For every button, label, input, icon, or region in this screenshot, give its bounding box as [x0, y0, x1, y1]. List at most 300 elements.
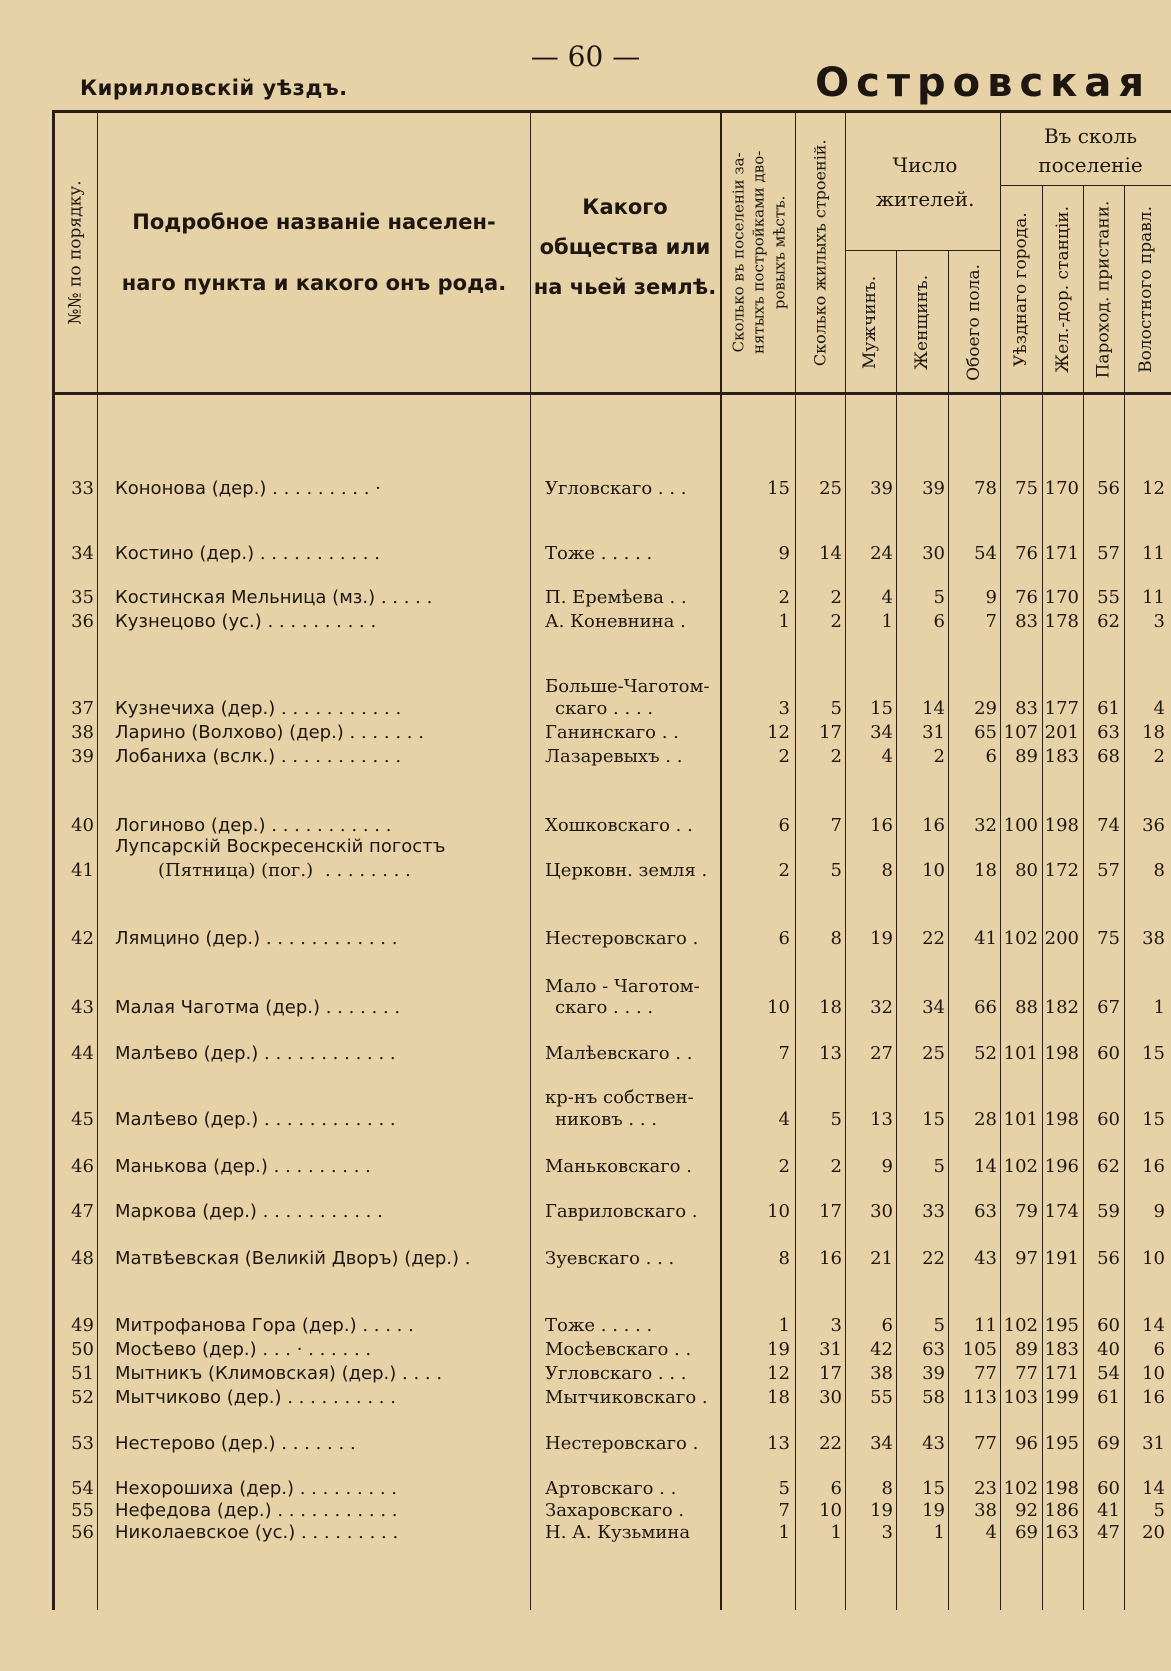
- yards-cell: 6: [778, 815, 790, 836]
- society-name: Нестеровскаго .: [545, 928, 699, 949]
- volost-distance-cell: 4: [1153, 698, 1165, 719]
- yards-cell: 12: [767, 1363, 790, 1384]
- station-distance-cell: 195: [1044, 1315, 1079, 1336]
- both-sexes-cell: 63: [974, 1201, 997, 1222]
- society-name: Угловскаго . . .: [545, 478, 687, 499]
- volost-distance-cell: 1: [1153, 997, 1165, 1018]
- station-distance-cell: 177: [1044, 698, 1079, 719]
- row-number: 44: [71, 1043, 94, 1064]
- town-distance-cell: 97: [1015, 1248, 1038, 1269]
- volost-distance-cell: 10: [1142, 1248, 1165, 1269]
- society-name: Маньковскаго .: [545, 1156, 692, 1177]
- header-bottom-rule: [52, 392, 1171, 395]
- col-divider: [530, 112, 531, 1610]
- yards-cell: 5: [778, 1478, 790, 1499]
- settlement-name: Лобаниха (вслк.) . . . . . . . . . . .: [115, 746, 402, 767]
- volost-distance-cell: 14: [1142, 1478, 1165, 1499]
- header-col-society: Какого общества или на чьей землѣ.: [533, 195, 717, 299]
- yards-cell: 15: [767, 478, 790, 499]
- town-distance-cell: 83: [1015, 611, 1038, 632]
- volost-distance-cell: 5: [1153, 1500, 1165, 1521]
- buildings-cell: 7: [830, 815, 842, 836]
- pier-distance-cell: 68: [1097, 746, 1120, 767]
- table-top-rule: [52, 110, 1171, 113]
- volost-distance-cell: 31: [1142, 1433, 1165, 1454]
- men-cell: 6: [881, 1315, 893, 1336]
- volost-distance-cell: 10: [1142, 1363, 1165, 1384]
- both-sexes-cell: 11: [974, 1315, 997, 1336]
- buildings-cell: 13: [819, 1043, 842, 1064]
- pier-distance-cell: 56: [1097, 478, 1120, 499]
- society-name: Больше-Чаготом-: [545, 676, 710, 697]
- pier-distance-cell: 61: [1097, 1387, 1120, 1408]
- station-distance-cell: 171: [1044, 1363, 1079, 1384]
- yards-cell: 4: [778, 1109, 790, 1130]
- settlement-name: Костино (дер.) . . . . . . . . . . .: [115, 543, 380, 564]
- volost-title: Островская: [815, 60, 1151, 106]
- station-distance-cell: 163: [1044, 1522, 1079, 1543]
- society-name-cont: скаго . . . .: [555, 997, 654, 1018]
- pier-distance-cell: 54: [1097, 1363, 1120, 1384]
- women-cell: 10: [922, 860, 945, 881]
- yards-cell: 7: [778, 1500, 790, 1521]
- both-sexes-cell: 54: [974, 543, 997, 564]
- buildings-cell: 5: [830, 860, 842, 881]
- volost-distance-cell: 38: [1142, 928, 1165, 949]
- women-cell: 22: [922, 928, 945, 949]
- women-cell: 43: [922, 1433, 945, 1454]
- station-distance-cell: 183: [1044, 1339, 1079, 1360]
- station-distance-cell: 198: [1044, 1478, 1079, 1499]
- town-distance-cell: 79: [1015, 1201, 1038, 1222]
- settlement-name: Манькова (дер.) . . . . . . . . .: [115, 1156, 371, 1177]
- volost-distance-cell: 16: [1142, 1156, 1165, 1177]
- leader-dots: . . . . . . . . . . . .: [258, 1109, 396, 1130]
- settlement-name: Матвѣевская (Великій Дворъ) (дер.) .: [115, 1248, 471, 1269]
- both-sexes-cell: 32: [974, 815, 997, 836]
- men-cell: 1: [881, 611, 893, 632]
- pier-distance-cell: 60: [1097, 1043, 1120, 1064]
- yards-cell: 3: [778, 698, 790, 719]
- volost-distance-cell: 16: [1142, 1387, 1165, 1408]
- society-name: кр-нъ собствен-: [545, 1087, 694, 1108]
- row-number: 55: [71, 1500, 94, 1521]
- pier-distance-cell: 60: [1097, 1315, 1120, 1336]
- leader-dots: . . . . . . . . . . .: [275, 746, 402, 767]
- col-divider: [948, 250, 949, 1610]
- header-col-name: Подробное названіе населен- наго пункта и какого онъ рода.: [121, 210, 507, 295]
- leader-dots: . . . . . . . . .: [294, 1478, 397, 1499]
- women-cell: 5: [933, 587, 945, 608]
- yards-cell: 1: [778, 1522, 790, 1543]
- both-sexes-cell: 43: [974, 1248, 997, 1269]
- volost-distance-cell: 12: [1142, 478, 1165, 499]
- leader-dots: . . . . .: [375, 587, 433, 608]
- settlement-name: Мытчиково (дер.) . . . . . . . . . .: [115, 1387, 396, 1408]
- station-distance-cell: 182: [1044, 997, 1079, 1018]
- buildings-cell: 10: [819, 1500, 842, 1521]
- leader-dots: . . . . . . . . . . . .: [260, 928, 398, 949]
- buildings-cell: 2: [830, 1156, 842, 1177]
- row-number: 39: [71, 746, 94, 767]
- both-sexes-cell: 18: [974, 860, 997, 881]
- leader-dots: . . . . . . . . . . .: [265, 815, 392, 836]
- buildings-cell: 6: [830, 1478, 842, 1499]
- women-cell: 63: [922, 1339, 945, 1360]
- header-col-volost: Волостного правл.: [1135, 206, 1156, 373]
- men-cell: 15: [870, 698, 893, 719]
- yards-cell: 18: [767, 1387, 790, 1408]
- women-cell: 30: [922, 543, 945, 564]
- pier-distance-cell: 61: [1097, 698, 1120, 719]
- header-col-both: Обоего пола.: [964, 263, 985, 381]
- station-distance-cell: 200: [1044, 928, 1079, 949]
- men-cell: 3: [881, 1522, 893, 1543]
- buildings-cell: 25: [819, 478, 842, 499]
- buildings-cell: 5: [830, 1109, 842, 1130]
- volost-distance-cell: 15: [1142, 1043, 1165, 1064]
- society-name: Артовскаго . .: [545, 1478, 677, 1499]
- volost-distance-cell: 11: [1142, 587, 1165, 608]
- page-number: — 60 —: [530, 40, 641, 73]
- men-cell: 8: [881, 1478, 893, 1499]
- settlement-name: Малая Чаготма (дер.) . . . . . . .: [115, 997, 401, 1018]
- both-sexes-cell: 65: [974, 722, 997, 743]
- leader-dots: . . . . . . .: [320, 997, 401, 1018]
- both-sexes-cell: 52: [974, 1043, 997, 1064]
- row-number: 49: [71, 1315, 94, 1336]
- society-name: Н. А. Кузьмина: [545, 1522, 691, 1543]
- row-number: 46: [71, 1156, 94, 1177]
- men-cell: 39: [870, 478, 893, 499]
- pier-distance-cell: 40: [1097, 1339, 1120, 1360]
- pier-distance-cell: 60: [1097, 1109, 1120, 1130]
- women-cell: 16: [922, 815, 945, 836]
- women-cell: 31: [922, 722, 945, 743]
- row-number: 53: [71, 1433, 94, 1454]
- men-cell: 42: [870, 1339, 893, 1360]
- volost-distance-cell: 8: [1153, 860, 1165, 881]
- yards-cell: 6: [778, 928, 790, 949]
- station-distance-cell: 171: [1044, 543, 1079, 564]
- yards-cell: 2: [778, 860, 790, 881]
- settlement-name: Малѣево (дер.) . . . . . . . . . . . .: [115, 1043, 396, 1064]
- group-rule-inhabitants: [845, 250, 1000, 251]
- both-sexes-cell: 66: [974, 997, 997, 1018]
- settlement-name: Костинская Мельница (мз.) . . . . .: [115, 587, 433, 608]
- women-cell: 33: [922, 1201, 945, 1222]
- men-cell: 13: [870, 1109, 893, 1130]
- yards-cell: 2: [778, 587, 790, 608]
- pier-distance-cell: 56: [1097, 1248, 1120, 1269]
- town-distance-cell: 89: [1015, 1339, 1038, 1360]
- men-cell: 4: [881, 746, 893, 767]
- row-number: 52: [71, 1387, 94, 1408]
- col-divider: [1124, 185, 1125, 1610]
- both-sexes-cell: 4: [985, 1522, 997, 1543]
- leader-dots: . . . . . . . . . . .: [275, 698, 402, 719]
- both-sexes-cell: 77: [974, 1433, 997, 1454]
- header-col-town: Уѣзднаго города.: [1011, 212, 1032, 367]
- row-number: 37: [71, 698, 94, 719]
- town-distance-cell: 88: [1015, 997, 1038, 1018]
- row-number: 51: [71, 1363, 94, 1384]
- col-divider: [1042, 185, 1043, 1610]
- row-number: 35: [71, 587, 94, 608]
- leader-dots: . . . . . . . . . .: [261, 611, 377, 632]
- header-col-buildings: Сколько жилыхъ строеній.: [810, 139, 830, 366]
- men-cell: 9: [881, 1156, 893, 1177]
- buildings-cell: 14: [819, 543, 842, 564]
- buildings-cell: 17: [819, 1201, 842, 1222]
- town-distance-cell: 76: [1015, 587, 1038, 608]
- yards-cell: 19: [767, 1339, 790, 1360]
- women-cell: 15: [922, 1478, 945, 1499]
- settlement-name: Нестерово (дер.) . . . . . . .: [115, 1433, 356, 1454]
- leader-dots: . . . . . . . . . . .: [271, 1500, 398, 1521]
- society-name: Ганинскаго . .: [545, 722, 679, 743]
- leader-dots: . . . . . . . . .: [267, 1156, 371, 1177]
- men-cell: 55: [870, 1387, 893, 1408]
- society-name: П. Еремѣева . .: [545, 587, 687, 608]
- women-cell: 14: [922, 698, 945, 719]
- buildings-cell: 5: [830, 698, 842, 719]
- station-distance-cell: 198: [1044, 1109, 1079, 1130]
- settlement-name: Маркова (дер.) . . . . . . . . . . .: [115, 1201, 383, 1222]
- both-sexes-cell: 78: [974, 478, 997, 499]
- yards-cell: 12: [767, 722, 790, 743]
- row-number: 36: [71, 611, 94, 632]
- both-sexes-cell: 7: [985, 611, 997, 632]
- men-cell: 19: [870, 928, 893, 949]
- header-col-yards-text: Сколько въ поселеніи за- нятыхъ постройками дво- ровыхъ мѣстъ.: [729, 150, 788, 355]
- leader-dots: . . . . . . . . . . .: [256, 1201, 383, 1222]
- society-name-cont: скаго . . . .: [555, 698, 654, 719]
- town-distance-cell: 89: [1015, 746, 1038, 767]
- leader-dots: . . . . . . .: [343, 722, 424, 743]
- society-name: Угловскаго . . .: [545, 1363, 687, 1384]
- society-name: Тоже . . . . .: [545, 1315, 653, 1336]
- settlement-name: Николаевское (ус.) . . . . . . . . .: [115, 1522, 399, 1543]
- yards-cell: 10: [767, 997, 790, 1018]
- volost-distance-cell: 20: [1142, 1522, 1165, 1543]
- station-distance-cell: 191: [1044, 1248, 1079, 1269]
- town-distance-cell: 102: [1003, 1315, 1038, 1336]
- settlement-name: Нефедова (дер.) . . . . . . . . . . .: [115, 1500, 398, 1521]
- yards-cell: 10: [767, 1201, 790, 1222]
- row-number: 33: [71, 478, 94, 499]
- header-group-distance: Въ сколь поселеніе: [1038, 124, 1143, 177]
- yards-cell: 13: [767, 1433, 790, 1454]
- settlement-name: Лупсарскій Воскресенскій погостъ: [115, 836, 446, 857]
- both-sexes-cell: 113: [962, 1387, 997, 1408]
- men-cell: 19: [870, 1500, 893, 1521]
- header-col-women: Женщинъ.: [912, 274, 933, 370]
- settlement-name: Нехорошиха (дер.) . . . . . . . . .: [115, 1478, 397, 1499]
- men-cell: 16: [870, 815, 893, 836]
- leader-dots: . . . . . . . . . ·: [266, 478, 381, 499]
- society-name: А. Коневнина .: [545, 611, 686, 632]
- settlement-name: Мытникъ (Климовская) (дер.) . . . .: [115, 1363, 443, 1384]
- both-sexes-cell: 28: [974, 1109, 997, 1130]
- society-name: Церковн. земля .: [545, 860, 708, 881]
- society-name: Нестеровскаго .: [545, 1433, 699, 1454]
- buildings-cell: 2: [830, 587, 842, 608]
- leader-dots: . . . . .: [356, 1315, 414, 1336]
- settlement-name: Ларино (Волхово) (дер.) . . . . . . .: [115, 722, 424, 743]
- buildings-cell: 16: [819, 1248, 842, 1269]
- town-distance-cell: 76: [1015, 543, 1038, 564]
- pier-distance-cell: 59: [1097, 1201, 1120, 1222]
- leader-dots: . . . . . . . . . .: [281, 1387, 396, 1408]
- society-name: Лазаревыхъ . .: [545, 746, 683, 767]
- both-sexes-cell: 14: [974, 1156, 997, 1177]
- yards-cell: 9: [778, 543, 790, 564]
- both-sexes-cell: 9: [985, 587, 997, 608]
- buildings-cell: 31: [819, 1339, 842, 1360]
- row-number: 47: [71, 1201, 94, 1222]
- women-cell: 58: [922, 1387, 945, 1408]
- buildings-cell: 2: [830, 611, 842, 632]
- buildings-cell: 2: [830, 746, 842, 767]
- yards-cell: 1: [778, 611, 790, 632]
- station-distance-cell: 199: [1044, 1387, 1079, 1408]
- yards-cell: 1: [778, 1315, 790, 1336]
- settlement-name: Кононова (дер.) . . . . . . . . . ·: [115, 478, 381, 499]
- group-rule-distance: [1000, 185, 1171, 186]
- station-distance-cell: 198: [1044, 1043, 1079, 1064]
- header-col-number: №№ по порядку.: [65, 180, 86, 325]
- women-cell: 2: [933, 746, 945, 767]
- buildings-cell: 22: [819, 1433, 842, 1454]
- station-distance-cell: 196: [1044, 1156, 1079, 1177]
- society-name: Мытчиковскаго .: [545, 1387, 708, 1408]
- row-number: 56: [71, 1522, 94, 1543]
- women-cell: 15: [922, 1109, 945, 1130]
- town-distance-cell: 77: [1015, 1363, 1038, 1384]
- col-divider: [97, 112, 98, 1610]
- men-cell: 30: [870, 1201, 893, 1222]
- settlement-name: Мосѣево (дер.) . . . · . . . . . .: [115, 1339, 372, 1360]
- volost-distance-cell: 18: [1142, 722, 1165, 743]
- town-distance-cell: 102: [1003, 928, 1038, 949]
- society-name: Мосѣевскаго . .: [545, 1339, 692, 1360]
- volost-distance-cell: 6: [1153, 1339, 1165, 1360]
- row-number: 43: [71, 997, 94, 1018]
- settlement-name: Логиново (дер.) . . . . . . . . . . .: [115, 815, 392, 836]
- settlement-name: Малѣево (дер.) . . . . . . . . . . . .: [115, 1109, 396, 1130]
- both-sexes-cell: 105: [962, 1339, 997, 1360]
- yards-cell: 2: [778, 746, 790, 767]
- society-name: Хошковскаго . .: [545, 815, 693, 836]
- station-distance-cell: 170: [1044, 478, 1079, 499]
- women-cell: 19: [922, 1500, 945, 1521]
- town-distance-cell: 80: [1015, 860, 1038, 881]
- settlement-name-cont: (Пятница) (пог.): [158, 860, 314, 881]
- town-distance-cell: 103: [1003, 1387, 1038, 1408]
- leader-dots: . . . . . . . . . . . .: [258, 1043, 396, 1064]
- header-col-men: Мужчинъ.: [860, 275, 881, 369]
- buildings-cell: 8: [830, 928, 842, 949]
- society-name: Гавриловскаго .: [545, 1201, 698, 1222]
- pier-distance-cell: 74: [1097, 815, 1120, 836]
- men-cell: 24: [870, 543, 893, 564]
- row-number: 40: [71, 815, 94, 836]
- station-distance-cell: 172: [1044, 860, 1079, 881]
- leader-dots: . . . · . . . . . .: [256, 1339, 372, 1360]
- women-cell: 6: [933, 611, 945, 632]
- men-cell: 21: [870, 1248, 893, 1269]
- women-cell: 39: [922, 1363, 945, 1384]
- row-number: 48: [71, 1248, 94, 1269]
- leader-dots: . . . . . . . .: [325, 860, 411, 881]
- town-distance-cell: 101: [1003, 1043, 1038, 1064]
- station-distance-cell: 201: [1044, 722, 1079, 743]
- settlement-name: Кузнецово (ус.) . . . . . . . . . .: [115, 611, 377, 632]
- both-sexes-cell: 6: [985, 746, 997, 767]
- society-name: Мало - Чаготом-: [545, 976, 700, 997]
- buildings-cell: 1: [830, 1522, 842, 1543]
- row-number: 54: [71, 1478, 94, 1499]
- town-distance-cell: 102: [1003, 1156, 1038, 1177]
- buildings-cell: 30: [819, 1387, 842, 1408]
- row-number: 34: [71, 543, 94, 564]
- leader-dots: .: [459, 1248, 471, 1269]
- town-distance-cell: 100: [1003, 815, 1038, 836]
- volost-distance-cell: 15: [1142, 1109, 1165, 1130]
- both-sexes-cell: 41: [974, 928, 997, 949]
- station-distance-cell: 183: [1044, 746, 1079, 767]
- leader-dots: . . . .: [396, 1363, 443, 1384]
- settlement-name: Кузнечиха (дер.) . . . . . . . . . . .: [115, 698, 402, 719]
- women-cell: 22: [922, 1248, 945, 1269]
- row-number: 42: [71, 928, 94, 949]
- pier-distance-cell: 63: [1097, 722, 1120, 743]
- town-distance-cell: 96: [1015, 1433, 1038, 1454]
- town-distance-cell: 83: [1015, 698, 1038, 719]
- both-sexes-cell: 29: [974, 698, 997, 719]
- station-distance-cell: 170: [1044, 587, 1079, 608]
- pier-distance-cell: 62: [1097, 611, 1120, 632]
- volost-distance-cell: 36: [1142, 815, 1165, 836]
- men-cell: 34: [870, 722, 893, 743]
- women-cell: 39: [922, 478, 945, 499]
- pier-distance-cell: 47: [1097, 1522, 1120, 1543]
- pier-distance-cell: 75: [1097, 928, 1120, 949]
- leader-dots: . . . . . . . . . . .: [254, 543, 380, 564]
- buildings-cell: 3: [830, 1315, 842, 1336]
- both-sexes-cell: 77: [974, 1363, 997, 1384]
- pier-distance-cell: 57: [1097, 543, 1120, 564]
- leader-dots: . . . . . . .: [275, 1433, 356, 1454]
- women-cell: 25: [922, 1043, 945, 1064]
- men-cell: 8: [881, 860, 893, 881]
- volost-distance-cell: 2: [1153, 746, 1165, 767]
- men-cell: 27: [870, 1043, 893, 1064]
- station-distance-cell: 186: [1044, 1500, 1079, 1521]
- station-distance-cell: 178: [1044, 611, 1079, 632]
- town-distance-cell: 102: [1003, 1478, 1038, 1499]
- row-number: 45: [71, 1109, 94, 1130]
- pier-distance-cell: 60: [1097, 1478, 1120, 1499]
- col-divider: [1083, 185, 1084, 1610]
- society-name: Тоже . . . . .: [545, 543, 653, 564]
- yards-cell: 8: [778, 1248, 790, 1269]
- town-distance-cell: 69: [1015, 1522, 1038, 1543]
- yards-cell: 2: [778, 1156, 790, 1177]
- pier-distance-cell: 62: [1097, 1156, 1120, 1177]
- buildings-cell: 17: [819, 1363, 842, 1384]
